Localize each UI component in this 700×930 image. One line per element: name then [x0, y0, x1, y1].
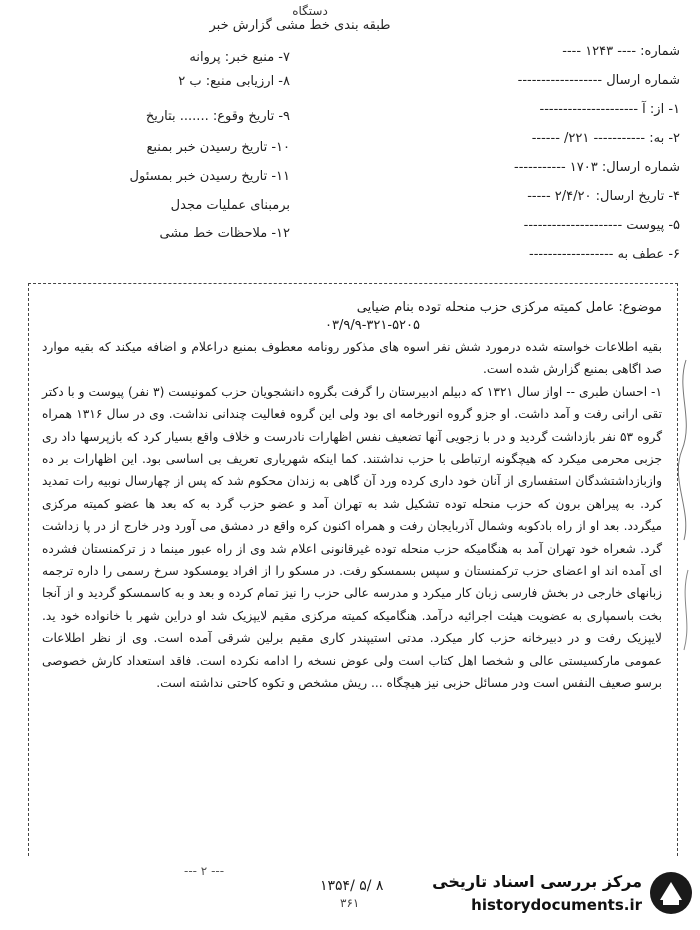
- report-subject: موضوع: عامل کمیته مرکزی حزب منحله توده بنام ضیایی: [356, 300, 662, 315]
- field-dispatch-no: شماره ارسال: ۱۷۰۳ -----------: [514, 160, 680, 175]
- archive-logo-icon: [648, 870, 694, 916]
- field-attachment: ۵- پیوست ---------------------: [523, 218, 680, 233]
- field-source-rating: ۸- ارزیابی منبع: ب ۲: [178, 74, 290, 89]
- field-operation-basis: برمبنای عملیات مجدل: [170, 198, 290, 213]
- field-dispatch-date: ۴- تاریخ ارسال: ۲/۴/۲۰ -----: [527, 189, 680, 204]
- field-officer-received: ۱۱- تاریخ رسیدن خبر بمسئول: [129, 169, 290, 184]
- page-marker: --- ۲ ---: [184, 864, 225, 878]
- footer-subnumber: ۳۶۱: [340, 896, 360, 910]
- main-paragraph: ۱- احسان طبری -- اواز سال ۱۳۲۱ که دبیلم ادبیرستان را گرفت بگروه دانشجویان حزب کمونیست (۳ نفر) پیوست و با دکتر تقی ارانی رفت و آمد داشت. او جزو گروه انورخامه ای بود ولی این گروه فعالیت چندانی نداشت. وی در سال ۱۳۱۶ همراه گروه ۵۳ نفر بازداشت گردید و در با زجویی آنها تضعیف نفس اظهارات نادرست و خلاف واقع بسیار کرد که بازپرسها داد ری جزبی محرمی میکرد که هیچگونه ارتباطی با حزب نداشتند. کما اینکه شهریاری تعریف بی اساسی بود. این اظهارات بر ده وازبازداشتشدگان استفساری از آنان خود داری کرده ورد آن گاهی به زندان محکوم شد که پس از چهارسال نوبیه رات تمدید کرد. به پیراهن برون که حزب منحله توده تشکیل شد به تهران آمد و عضو حزب گرد به که بعد ها عضو کمیته مرکزی میگردد. بعد او از راه بادکوبه وشمال آذربایجان رفت و همراه اکنون کره واقع در دمشق می آورد ودر خارج از در پا زداشت گرد. شعراه خود تهران آمد به هنگامیکه حزب منحله توده غیرقانونی اعلام شد وی از راه عبور مینما د ز ترکمنستان فشرده ای آمده اند او اعضای حزب ترکمنستان و سپس بسمسکو رفت. در مسکو را از افراد یومسکود سرخ رسمی را داره ترجمه زبانهای خارجی در بخش فارسی زبان کار میکرد و مدرسه عالی حزب را نیز تمام کرده و بعد و به کاسمسکو گردید و از آنجا بخت باسمپاری به عضویت هیئت اجرائیه درآمد. هنگامیکه کمیته مرکزی مقیم لایپزیک شد او دراین شهر با خانواده خود ید. لایپزیک رفت و در دبیرخانه حزب کار میکرد. مدتی استیپندر کاری مقیم برلین شرقی آمده است. وی از نظر اطلاعات عمومی مارکسیستی عالی و شخصا اهل کتاب است ولی عوض نسخه را ادامه نکرده است. فاقد استعداد کارش خصوصی برسو صعیف النفس است ودر مسائل حزبی نیز هیچگاه ... ریش مشخص و تکوه کاحتی نداشته است.: [42, 384, 662, 691]
- field-reference: ۶- عطف به ------------------: [529, 247, 680, 262]
- margin-handwriting: [672, 350, 698, 710]
- field-from: ۱- از: آ ---------------------: [539, 102, 680, 117]
- field-occurrence-date: ۹- تاریخ وقوع: ....... بتاریخ: [145, 109, 290, 124]
- issuing-agency-heading: دستگاه: [292, 4, 328, 18]
- field-policy-remarks: ۱۲- ملاحظات خط مشی: [159, 226, 290, 241]
- archive-watermark: [432, 868, 694, 924]
- footer-date: ۱۳۵۴/ ۵/ ۸: [320, 878, 384, 894]
- field-source-received: ۱۰- تاریخ رسیدن خبر بمنبع: [146, 140, 290, 155]
- reference-number: ۰۳/۹/۹-۳۲۱-۵۲۰۵: [325, 318, 420, 333]
- archive-url: historydocuments.ir: [471, 896, 642, 914]
- field-send-number: شماره ارسال ------------------: [517, 73, 680, 88]
- report-text: [42, 336, 662, 695]
- field-number: شماره: ---- ۱۲۴۳ ----: [562, 44, 680, 59]
- archive-name: مرکز بررسی اسناد تاریخی: [432, 872, 642, 891]
- field-news-source: ۷- منبع خبر: پروانه: [189, 50, 290, 65]
- field-to: ۲- به: ----------- ۲۲۱/ ------: [531, 131, 680, 146]
- report-form-title: طبقه بندی خط مشی گزارش خبر: [209, 18, 391, 33]
- intro-paragraph: بقیه اطلاعات خواسته شده درمورد شش نفر اسوه های مذکور رونامه معطوف بمنبع دراعلام و اضافه میکند که بقیه موارد صد اگاهی بمنبع گزارش شده است.: [42, 340, 662, 377]
